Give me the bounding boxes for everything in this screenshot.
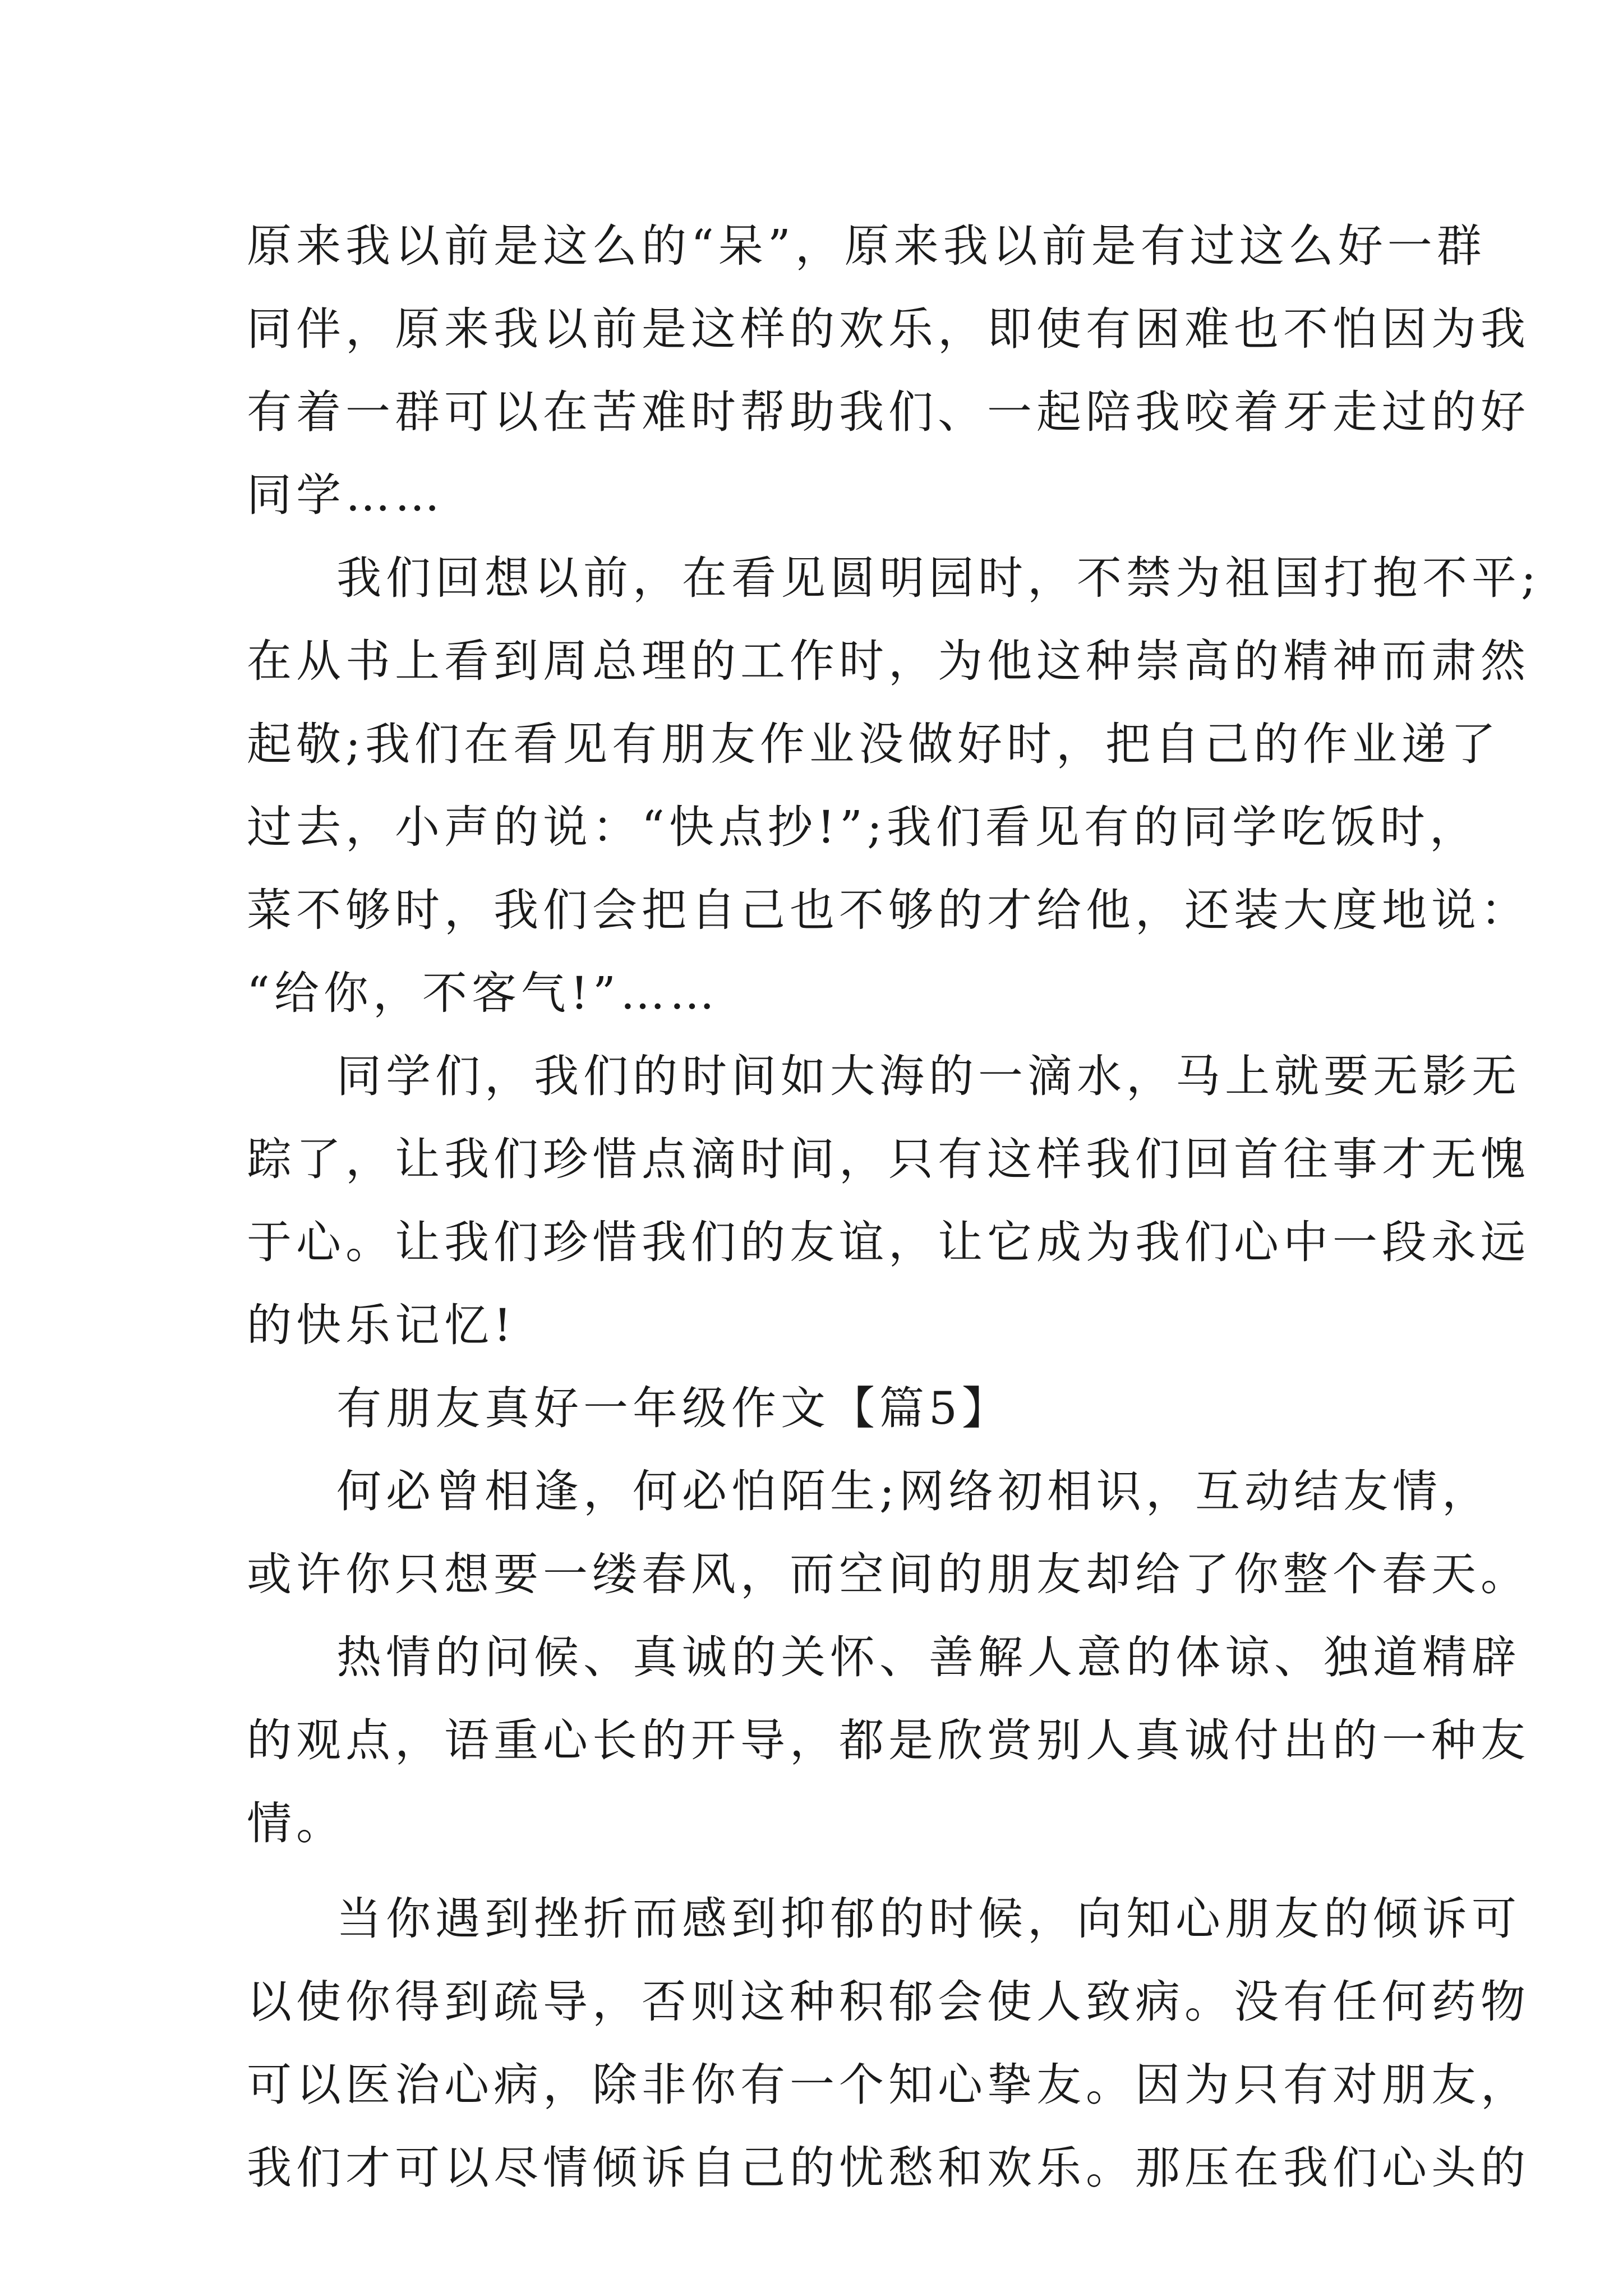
paragraph-3 [247, 1035, 1530, 1367]
text-line: 在从书上看到周总理的工作时，为他这种崇高的精神而肃然 [247, 635, 1530, 687]
text-line: 菜不够时，我们会把自己也不够的才给他，还装大度地说： [247, 884, 1530, 936]
paragraph-5 [247, 1616, 1530, 1865]
paragraph-4 [247, 1450, 1530, 1616]
text-line: “给你，不客气!”…… [247, 967, 719, 1019]
text-line: 于心。让我们珍惜我们的友谊，让它成为我们心中一段永远 [247, 1216, 1530, 1268]
text-line: 我们才可以尽情倾诉自己的忧愁和欢乐。那压在我们心头的 [247, 2142, 1530, 2194]
text-line: 的观点，语重心长的开导，都是欣赏别人真诚付出的一种友 [247, 1714, 1530, 1766]
text-line: 起敬;我们在看见有朋友作业没做好时，把自己的作业递了 [247, 718, 1500, 770]
section-heading-text: 有朋友真好一年级作文【篇5】 [336, 1382, 1011, 1434]
text-line: 的快乐记忆! [247, 1299, 517, 1351]
text-line: 以使你得到疏导，否则这种积郁会使人致病。没有任何药物 [247, 1976, 1530, 2028]
text-line: 同学们，我们的时间如大海的一滴水，马上就要无影无 [336, 1050, 1521, 1102]
text-line: 情。 [247, 1797, 345, 1849]
text-line: 当你遇到挫折而感到抑郁的时候，向知心朋友的倾诉可 [336, 1893, 1521, 1945]
text-line: 可以医治心病，除非你有一个知心挚友。因为只有对朋友， [247, 2059, 1530, 2111]
paragraph-2 [247, 537, 1541, 1035]
text-line: 或许你只想要一缕春风，而空间的朋友却给了你整个春天。 [247, 1548, 1530, 1600]
text-line: 原来我以前是这么的“呆”，原来我以前是有过这么好一群 [247, 220, 1486, 272]
paragraph-6 [247, 1878, 1530, 2210]
paragraph-1 [247, 205, 1530, 537]
text-line: 过去，小声的说：“快点抄!”;我们看见有的同学吃饭时， [247, 801, 1479, 853]
text-line: 同伴，原来我以前是这样的欢乐，即使有困难也不怕因为我 [247, 303, 1530, 355]
text-line: 我们回想以前，在看见圆明园时，不禁为祖国打抱不平; [336, 552, 1541, 604]
text-line: 有着一群可以在苦难时帮助我们、一起陪我咬着牙走过的好 [247, 386, 1530, 438]
text-line: 踪了，让我们珍惜点滴时间，只有这样我们回首往事才无愧 [247, 1133, 1530, 1185]
text-line: 同学…… [247, 469, 444, 521]
paragraph-spacer [247, 1865, 1402, 1878]
text-line: 热情的问候、真诚的关怀、善解人意的体谅、独道精辟 [336, 1631, 1521, 1683]
section-heading [247, 1367, 1402, 1450]
body-text [247, 205, 1541, 2210]
text-line: 何必曾相逢，何必怕陌生;网络初相识，互动结友情， [336, 1465, 1491, 1517]
